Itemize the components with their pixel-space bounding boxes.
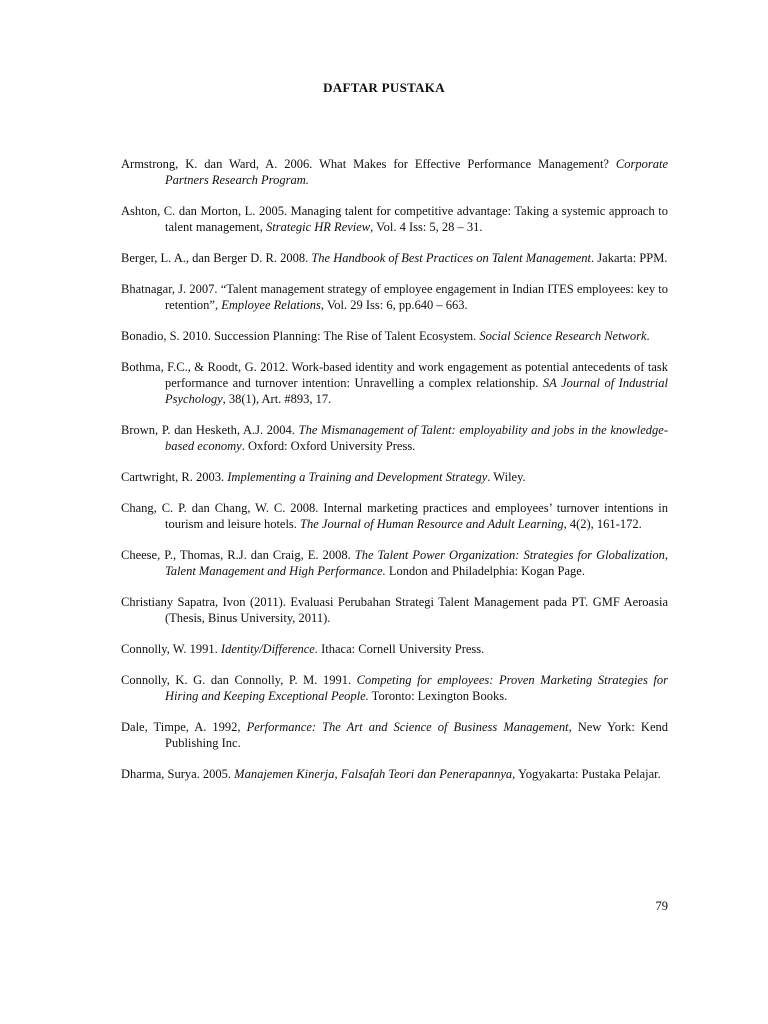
reference-entry <box>121 641 668 657</box>
reference-title-italic: Corporate Partners Research Program. <box>165 157 668 187</box>
reference-text: Toronto: Lexington Books. <box>368 689 508 703</box>
reference-entry <box>121 422 668 454</box>
reference-text: Dale, Timpe, A. 1992, <box>121 720 247 734</box>
reference-text: Chang, C. P. dan Chang, W. C. 2008. Internal marketing practices and employees’ turnover intentions in tourism and leisure hotels. <box>121 501 668 531</box>
reference-title-italic: Implementing a Training and Development Strategy <box>227 470 488 484</box>
reference-text: . Jakarta: PPM. <box>591 251 668 265</box>
reference-entry <box>121 672 668 704</box>
reference-title-italic: Identity/Difference. <box>220 642 318 656</box>
reference-text: London and Philadelphia: Kogan Page. <box>385 564 585 578</box>
reference-title-italic: SA Journal of Industrial Psychology <box>165 376 668 406</box>
reference-entry <box>121 328 668 344</box>
reference-title-italic: The Handbook of Best Practices on Talent Management <box>311 251 592 265</box>
reference-text: Brown, P. dan Hesketh, A.J. 2004. <box>121 423 299 437</box>
reference-entry <box>121 547 668 579</box>
reference-text: . <box>646 329 650 343</box>
reference-title-italic: The Talent Power Organization: Strategies for Globalization, Talent Management and High Performance. <box>165 548 668 578</box>
reference-text: . Oxford: Oxford University Press. <box>241 439 416 453</box>
reference-text: , 38(1), Art. #893, 17. <box>222 392 332 406</box>
reference-entry <box>121 766 668 782</box>
reference-entry <box>121 500 668 532</box>
reference-text: Bhatnagar, J. 2007. “Talent management strategy of employee engagement in Indian ITES employees: key to retention”, <box>121 282 668 312</box>
reference-title-italic: Competing for employees: Proven Marketing Strategies for Hiring and Keeping Exceptional People. <box>165 673 668 703</box>
reference-text: , New York: Kend Publishing Inc. <box>165 720 668 750</box>
reference-title-italic: Strategic HR Review <box>266 220 371 234</box>
reference-title-italic: Employee Relations <box>221 298 321 312</box>
reference-list <box>121 156 668 797</box>
reference-entry <box>121 469 668 485</box>
reference-text: Connolly, K. G. dan Connolly, P. M. 1991. <box>121 673 357 687</box>
reference-title-italic: Social Science Research Network <box>479 329 647 343</box>
reference-text: Ithaca: Cornell University Press. <box>317 642 485 656</box>
page-number: 79 <box>655 899 668 913</box>
reference-title-italic: Manajemen Kinerja, Falsafah Teori dan Penerapannya <box>234 767 513 781</box>
reference-title-italic: The Journal of Human Resource and Adult Learning <box>300 517 564 531</box>
reference-entry <box>121 359 668 407</box>
reference-text: , Vol. 29 Iss: 6, pp.640 – 663. <box>320 298 468 312</box>
reference-title-italic: Performance: The Art and Science of Business Management <box>246 720 569 734</box>
reference-entry <box>121 594 668 626</box>
reference-text: Connolly, W. 1991. <box>121 642 221 656</box>
reference-text: Dharma, Surya. 2005. <box>121 767 235 781</box>
reference-text: Christiany Sapatra, Ivon (2011). Evaluasi Perubahan Strategi Talent Management pada PT. GMF Aeroasia (Thesis, Binus University, 2011). <box>121 595 668 625</box>
reference-text: Bonadio, S. 2010. Succession Planning: The Rise of Talent Ecosystem. <box>121 329 480 343</box>
reference-text: Cartwright, R. 2003. <box>121 470 228 484</box>
reference-text: Berger, L. A., dan Berger D. R. 2008. <box>121 251 312 265</box>
reference-entry <box>121 156 668 188</box>
reference-entry <box>121 250 668 266</box>
page-title: DAFTAR PUSTAKA <box>323 80 445 95</box>
reference-text: Ashton, C. dan Morton, L. 2005. Managing talent for competitive advantage: Taking a systemic approach to talent management, <box>121 204 668 234</box>
reference-entry <box>121 719 668 751</box>
reference-entry <box>121 281 668 313</box>
reference-entry <box>121 203 668 235</box>
reference-text: , 4(2), 161-172. <box>563 517 642 531</box>
reference-text: Armstrong, K. dan Ward, A. 2006. What Makes for Effective Performance Management? <box>121 157 616 171</box>
reference-text: , Vol. 4 Iss: 5, 28 – 31. <box>370 220 483 234</box>
reference-text: , Yogyakarta: Pustaka Pelajar. <box>512 767 661 781</box>
reference-text: Bothma, F.C., & Roodt, G. 2012. Work-based identity and work engagement as potential antecedents of task performance and turnover intention: Unravelling a complex relationship. <box>121 360 668 390</box>
reference-text: Cheese, P., Thomas, R.J. dan Craig, E. 2008. <box>121 548 355 562</box>
reference-title-italic: The Mismanagement of Talent: employability and jobs in the knowledge-based economy <box>165 423 669 453</box>
reference-text: . Wiley. <box>487 470 526 484</box>
